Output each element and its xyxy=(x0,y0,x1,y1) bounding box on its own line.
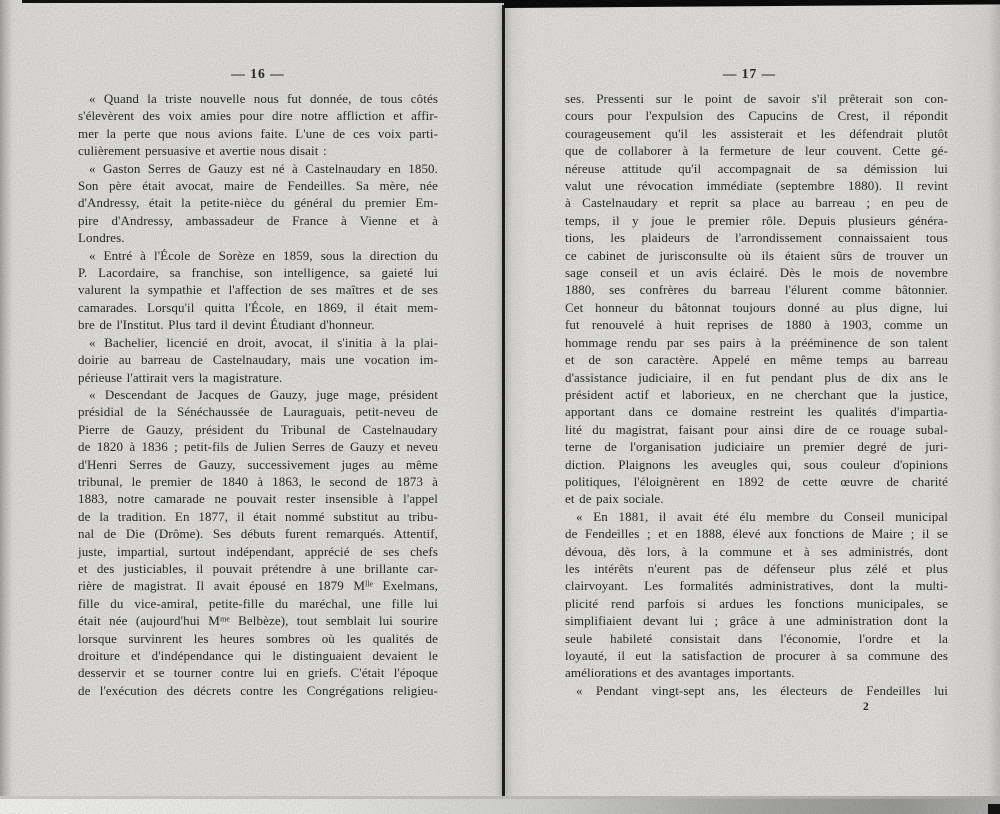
text-line: temps, il y joue le premier rôle. Depuis plusieurs généra- xyxy=(565,212,948,228)
text-line: mer la perte que nous avions faite. L'une de ces voix parti- xyxy=(78,125,438,141)
text-line: d'Andressy, était la petite-nièce du général du premier Em- xyxy=(78,195,438,211)
text-line: « Entré à l'École de Sorèze en 1859, sous la direction du xyxy=(89,247,438,263)
text-line: fut renouvelé à huit reprises de 1880 à 1903, comme un xyxy=(565,317,948,333)
text-line: Pierre de Gauzy, président du Tribunal de Castelnaudary xyxy=(78,421,438,437)
text-line: et de son caractère. Appelé en même temps au barreau xyxy=(565,352,948,368)
text-line: terne de l'organisation judiciaire un premier degré de juri- xyxy=(565,439,948,455)
text-line: les intérêts n'eurent pas de défenseur plus zélé et plus xyxy=(565,560,948,576)
text-line: doirie au barreau de Castelnaudary, mais une vocation im- xyxy=(78,352,438,368)
text-line: Son père était avocat, maire de Fendeilles. Sa mère, née xyxy=(78,178,438,194)
text-line: améliorations et des avantages importants. xyxy=(565,665,795,681)
text-line: apportant dans ce domaine restreint les qualités d'impartia- xyxy=(565,404,948,420)
scan-edge-right xyxy=(990,0,1000,799)
text-line: « Quand la triste nouvelle nous fut donnée, de tous côtés xyxy=(89,91,438,106)
scan-edge-left xyxy=(0,0,12,799)
text-line: présidial de la Sénéchaussée de Lauraguais, petit-neveu de xyxy=(78,404,438,420)
text-line: seule habileté consistait dans l'économie, l'ordre et la xyxy=(565,630,948,646)
text-line: clairvoyant. Les formalités administratives, dont la multi- xyxy=(565,578,948,594)
text-line: dévoua, dès lors, à la commune et à ses administrés, dont xyxy=(565,543,948,559)
text-line: juste, impartial, surtout indépendant, apprécié de ses chefs xyxy=(78,543,438,559)
text-line: nal de Die (Drôme). Ses débuts furent remarqués. Attentif, xyxy=(78,526,438,542)
text-line: courageusement qu'il les assisterait et les défendrait plutôt xyxy=(565,125,948,141)
text-line: cours pour l'expulsion des Capucins de Crest, il répondit xyxy=(565,108,948,124)
signature-mark: 2 xyxy=(863,701,869,713)
text-line: tribunal, le premier de 1840 à 1863, le second de 1873 à xyxy=(78,473,438,489)
page-text-block xyxy=(78,90,438,699)
text-line: 1880, ses confrères du barreau l'élurent comme bâtonnier. xyxy=(565,282,948,298)
text-line: valut une révocation immédiate (septembre 1880). Il revint xyxy=(565,178,948,194)
text-line: rière de magistrat. Il avait épousé en 1879 Mˡˡᵉ Exelmans, xyxy=(78,578,438,594)
text-line: lorsque survinrent les heures sombres où les qualités de xyxy=(78,630,438,646)
scan-corner-dark-patch xyxy=(988,804,1000,814)
text-line: lité du magistrat, faisant pour ainsi dire de ce rouage subal- xyxy=(565,421,948,437)
text-line: pire d'Andressy, ambassadeur de France à Vienne et à xyxy=(78,212,438,228)
page-text-block xyxy=(565,90,948,699)
text-line: d'assistance judiciaire, il en fut pendant plus de dix ans le xyxy=(565,369,948,385)
text-line: tions, les plaideurs de l'arrondissement connaissaient tous xyxy=(565,230,948,246)
text-line: de l'exécution des décrets contre les Congrégations religieu- xyxy=(78,682,438,698)
text-line: « Descendant de Jacques de Gauzy, juge mage, président xyxy=(89,386,438,402)
text-line: « Bachelier, licencié en droit, avocat, il s'initia à la plai- xyxy=(89,334,438,350)
scanner-bed-bottom xyxy=(0,799,1000,814)
text-line: de 1820 à 1836 ; petit-fils de Julien Serres de Gauzy et neveu xyxy=(78,439,438,455)
page-number-header: — 16 — xyxy=(231,66,285,81)
text-line: P. Lacordaire, sa franchise, son intelligence, sa gaieté lui xyxy=(78,265,438,281)
text-line: président actif et laborieux, en ne cherchant que la justice, xyxy=(565,386,948,402)
text-line: s'élevèrent des voix amies pour dire notre affliction et affir- xyxy=(78,108,438,124)
text-line: « Gaston Serres de Gauzy est né à Castelnaudary en 1850. xyxy=(89,160,438,176)
text-line: plicité rend parfois si ardues les fonctions municipales, se xyxy=(565,595,948,611)
text-line: loyauté, il eut la satisfaction de procurer à sa commune des xyxy=(565,648,948,663)
scan-edge-top-left xyxy=(22,0,504,3)
text-line: culièrement persuasive et avertie nous disait : xyxy=(78,143,327,159)
text-line: politiques, l'éloignèrent en 1892 de cette œuvre de charité xyxy=(565,473,948,489)
text-line: et de paix sociale. xyxy=(565,491,664,507)
text-line: ses. Pressenti sur le point de savoir s'il prêterait son con- xyxy=(565,91,948,106)
page-number-header: — 17 — xyxy=(722,66,777,81)
text-line: d'Henri Serres de Gauzy, successivement juges au même xyxy=(78,456,438,472)
page-17 xyxy=(506,0,1000,799)
text-line: 1883, notre camarade ne pouvait rester insensible à l'appel xyxy=(78,491,438,507)
text-line: néreuse attitude qu'il accompagnait de sa démission lui xyxy=(565,160,948,176)
text-line: « En 1881, il avait été élu membre du Conseil municipal xyxy=(576,508,948,524)
text-line: « Pendant vingt-sept ans, les électeurs de Fendeilles lui xyxy=(576,682,948,698)
text-line: Londres. xyxy=(78,230,125,246)
text-line: à Castelnaudary et reprit sa place au barreau ; en peu de xyxy=(565,195,948,211)
text-line: camarades. Lorsqu'il quitta l'École, en 1869, il était mem- xyxy=(78,299,438,315)
text-line: périeuse l'attirait vers la magistrature. xyxy=(78,369,283,385)
text-line: diction. Plaignons les aveugles qui, sous couleur d'opinions xyxy=(565,456,948,472)
text-line: bre de l'Institut. Plus tard il devint Étudiant d'honneur. xyxy=(78,317,375,333)
text-line: que de collaborer à la fermeture de leur couvent. Cette gé- xyxy=(565,143,948,159)
page-16 xyxy=(0,0,504,799)
text-line: desservir et se tourner contre lui en griefs. C'était l'époque xyxy=(78,665,438,681)
text-line: ce cabinet de jurisconsulte où ils étaient sûrs de trouver un xyxy=(565,247,948,263)
text-line: fille du vice-amiral, petite-fille du maréchal, une fille lui xyxy=(78,595,438,611)
text-line: et des justiciables, il pouvait prétendre à une brillante car- xyxy=(78,560,438,576)
text-line: de Fendeilles ; et en 1888, élevé aux fonctions de Maire ; il se xyxy=(565,526,948,542)
text-line: valurent la sympathie et l'affection de ses maîtres et de ses xyxy=(78,282,438,298)
text-line: sage conseil et un avis éclairé. Dès le mois de novembre xyxy=(565,265,948,281)
binding-gutter-shadow xyxy=(502,5,505,799)
text-line: simplifiaient devant lui ; grâce à une administration dont la xyxy=(565,613,948,629)
text-line: Cet honneur du bâtonnat toujours donné au plus digne, lui xyxy=(565,299,948,315)
text-line: de la tradition. En 1877, il était nommé substitut au tribu- xyxy=(78,508,438,524)
text-line: droiture et d'indépendance qui le distinguaient devaient le xyxy=(78,648,438,663)
text-line: hommage rendu par ses pairs à la prééminence de son talent xyxy=(565,334,948,350)
text-line: était née (aujourd'hui Mᵐᵉ Belbèze), tout semblait lui sourire xyxy=(78,613,438,629)
